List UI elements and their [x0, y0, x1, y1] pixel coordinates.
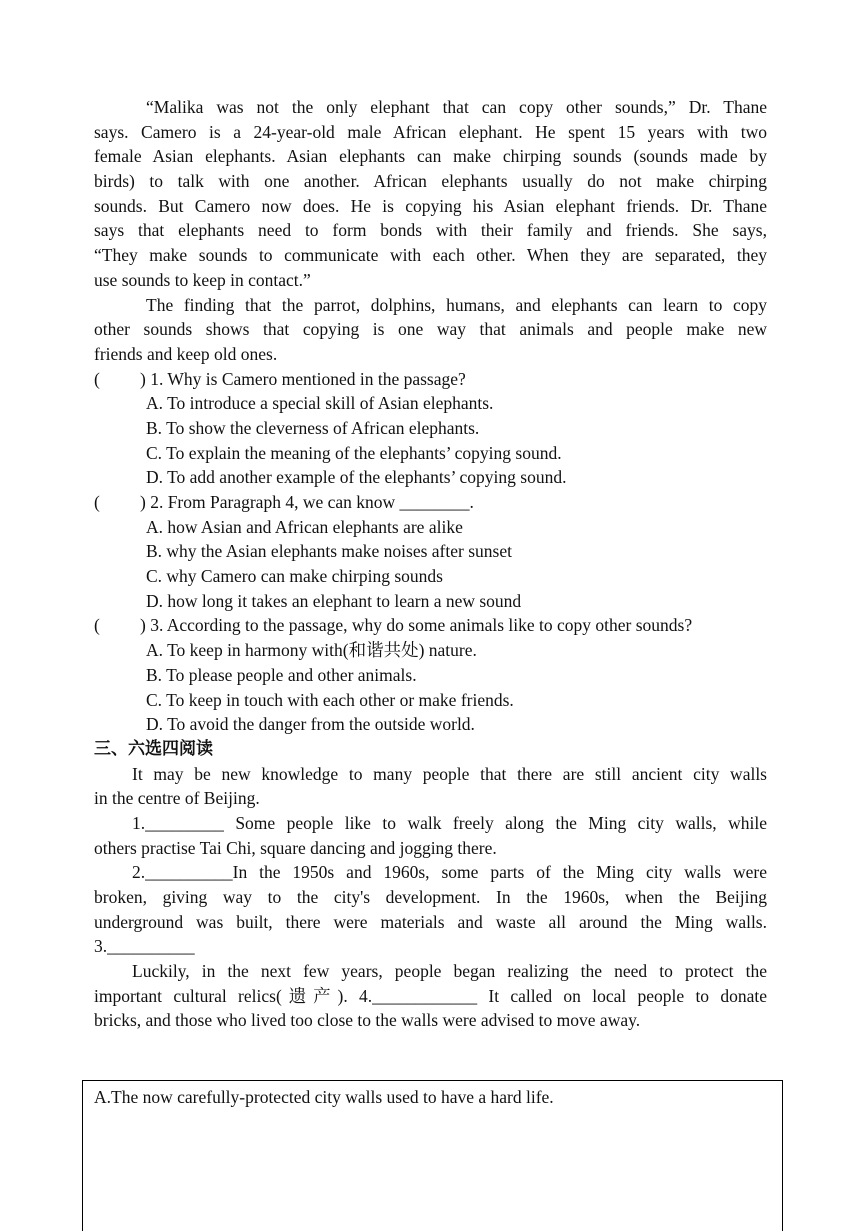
document-page — [94, 95, 767, 1033]
option-b: B. To please people and other animals. — [146, 664, 417, 685]
option-d: D. how long it takes an elephant to learn a new sound — [146, 590, 522, 611]
text-line: 2.__________In the 1950s and 1960s, some parts of the Ming city walls were — [132, 862, 767, 883]
answer-paren: ( — [94, 368, 100, 389]
option-d: D. To avoid the danger from the outside world. — [146, 714, 475, 735]
question-stem — [94, 490, 767, 515]
text-line: “They make sounds to communicate with each other. When they are separated, they — [94, 245, 767, 266]
text-line: important cultural relics(遗产). 4.____________ It called on local people to donate — [94, 985, 767, 1006]
text-line: sounds. But Camero now does. He is copying his Asian elephant friends. Dr. Thane — [94, 195, 767, 216]
text-line: use sounds to keep in contact.” — [94, 269, 311, 290]
option-c: C. To explain the meaning of the elephants’ copying sound. — [146, 442, 562, 463]
text-line: says. Camero is a 24-year-old male African elephant. He spent 15 years with two — [94, 121, 767, 142]
text-line: It may be new knowledge to many people that there are still ancient city walls — [132, 763, 767, 784]
text-line: Luckily, in the next few years, people began realizing the need to protect the — [132, 961, 767, 982]
answer-paren: ( — [94, 492, 100, 512]
passage-city-walls — [94, 762, 767, 1034]
option-c: C. To keep in touch with each other or make friends. — [146, 689, 514, 710]
option-a: A. To keep in harmony with(和谐共处) nature. — [146, 640, 477, 661]
text-line: 1._________ Some people like to walk freely along the Ming city walls, while — [132, 812, 767, 833]
options-box — [82, 1080, 783, 1231]
text-line: “Malika was not the only elephant that can copy other sounds,” Dr. Thane — [146, 97, 767, 117]
section-heading: 三、六选四阅读 — [94, 738, 213, 759]
option-a-text: A.The now carefully-protected city walls used to have a hard life. — [94, 1087, 554, 1107]
text-line: says that elephants need to form bonds with their family and friends. She says, — [94, 220, 767, 241]
question-2 — [94, 490, 767, 613]
question-stem — [94, 367, 767, 392]
text-line: other sounds shows that copying is one way that animals and people make new — [94, 319, 767, 340]
text-line: friends and keep old ones. — [94, 343, 278, 364]
paragraph-finding — [94, 293, 767, 367]
text-line: bricks, and those who lived too close to the walls were advised to move away. — [94, 1010, 641, 1031]
text-line: broken, giving way to the city's development. In the 1960s, when the Beijing — [94, 887, 767, 907]
text-line: others practise Tai Chi, square dancing and jogging there. — [94, 837, 497, 858]
option-b: B. why the Asian elephants make noises after sunset — [146, 541, 512, 562]
text-line: female Asian elephants. Asian elephants can make chirping sounds (sounds made by — [94, 146, 767, 167]
question-stem — [94, 613, 767, 638]
answer-paren: ( — [94, 615, 100, 636]
question-text: ) 3. According to the passage, why do some animals like to copy other sounds? — [140, 615, 693, 636]
option-d: D. To add another example of the elephants’ copying sound. — [146, 467, 567, 488]
paragraph-camero — [94, 95, 767, 293]
text-line: underground was built, there were materials and waste all around the Ming walls. — [94, 911, 767, 932]
text-line: birds) to talk with one another. African elephants usually do not make chirping — [94, 171, 767, 192]
option-b: B. To show the cleverness of African elephants. — [146, 417, 480, 438]
question-1 — [94, 367, 767, 490]
option-a: A. To introduce a special skill of Asian elephants. — [146, 393, 494, 414]
question-text: ) 1. Why is Camero mentioned in the passage? — [140, 368, 466, 389]
question-3 — [94, 613, 767, 736]
option-c: C. why Camero can make chirping sounds — [146, 566, 443, 587]
option-a: A. how Asian and African elephants are alike — [146, 516, 463, 537]
question-text: ) 2. From Paragraph 4, we can know ________. — [140, 492, 474, 512]
text-line: The finding that the parrot, dolphins, humans, and elephants can learn to copy — [146, 294, 767, 315]
text-line: in the centre of Beijing. — [94, 788, 260, 809]
text-line: 3.__________ — [94, 936, 195, 957]
